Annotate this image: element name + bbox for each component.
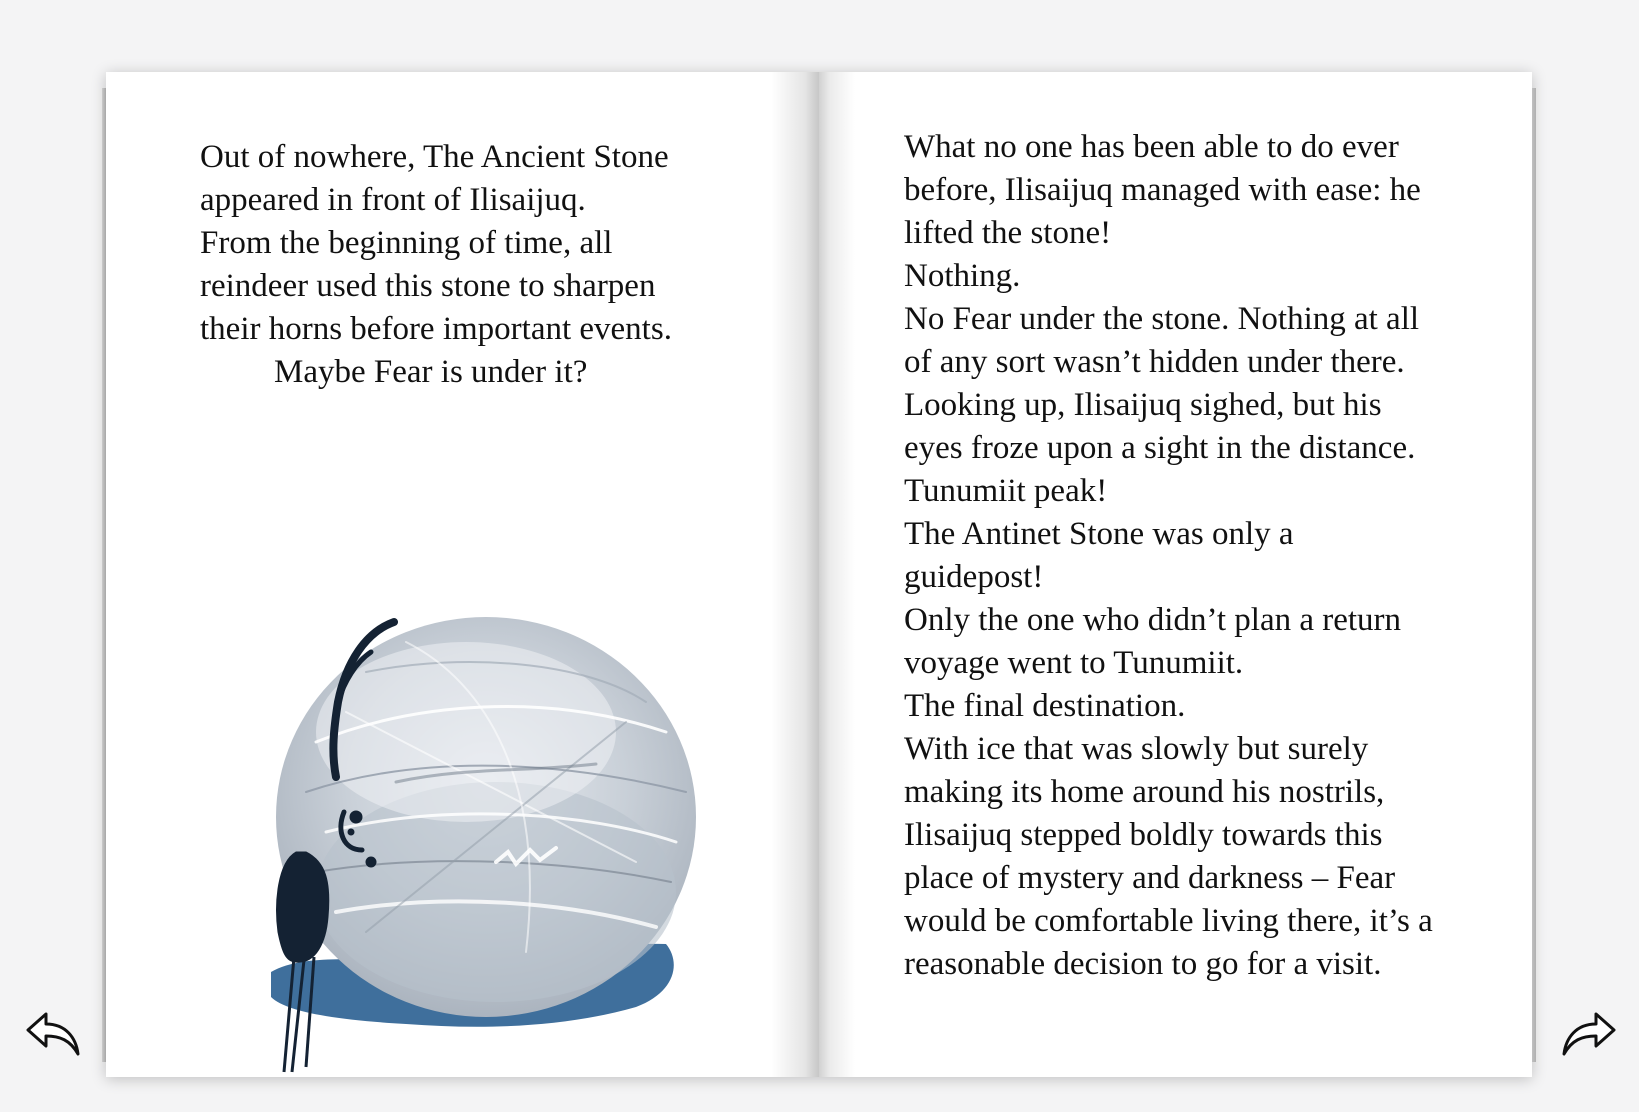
- book-edge-right: [1532, 88, 1536, 1062]
- previous-page-button[interactable]: [24, 1008, 84, 1060]
- text-line: making its home around his nostrils,: [904, 774, 1385, 810]
- text-line: Out of nowhere, The Ancient Stone: [200, 139, 669, 175]
- left-page-text: [200, 136, 800, 394]
- text-line: From the beginning of time, all: [200, 225, 613, 261]
- text-line: reindeer used this stone to sharpen: [200, 268, 656, 304]
- text-line: Tunumiit peak!: [904, 473, 1108, 509]
- text-line: Looking up, Ilisaijuq sighed, but his: [904, 387, 1382, 423]
- stone-illustration: [166, 532, 726, 1077]
- text-line: The Antinet Stone was only a: [904, 516, 1294, 552]
- text-line: would be comfortable living there, it’s a: [904, 903, 1433, 939]
- text-line: of any sort wasn’t hidden under there.: [904, 344, 1405, 380]
- text-line: reasonable decision to go for a visit.: [904, 946, 1382, 982]
- text-line: Ilisaijuq stepped boldly towards this: [904, 817, 1383, 853]
- text-line: place of mystery and darkness – Fear: [904, 860, 1396, 896]
- text-line: before, Ilisaijuq managed with ease: he: [904, 172, 1421, 208]
- text-line: The final destination.: [904, 688, 1186, 724]
- text-line: guidepost!: [904, 559, 1044, 595]
- page-gutter-shadow: [771, 72, 819, 1077]
- text-line: Nothing.: [904, 258, 1021, 294]
- text-line: What no one has been able to do ever: [904, 129, 1399, 165]
- right-page-text: [904, 126, 1504, 986]
- open-book: [106, 72, 1532, 1077]
- curved-arrow-left-icon: [24, 1008, 84, 1060]
- text-line: appeared in front of Ilisaijuq.: [200, 182, 586, 218]
- text-line: With ice that was slowly but surely: [904, 731, 1369, 767]
- text-line: voyage went to Tunumiit.: [904, 645, 1244, 681]
- text-line: No Fear under the stone. Nothing at all: [904, 301, 1420, 337]
- text-line: Maybe Fear is under it?: [274, 354, 588, 390]
- right-page: [819, 72, 1532, 1077]
- left-page: [106, 72, 819, 1077]
- text-line: their horns before important events.: [200, 311, 672, 347]
- text-line: lifted the stone!: [904, 215, 1112, 251]
- curved-arrow-right-icon: [1558, 1008, 1618, 1060]
- text-line: Only the one who didn’t plan a return: [904, 602, 1402, 638]
- next-page-button[interactable]: [1558, 1008, 1618, 1060]
- page-gutter-shadow: [819, 72, 855, 1077]
- text-line: eyes froze upon a sight in the distance.: [904, 430, 1416, 466]
